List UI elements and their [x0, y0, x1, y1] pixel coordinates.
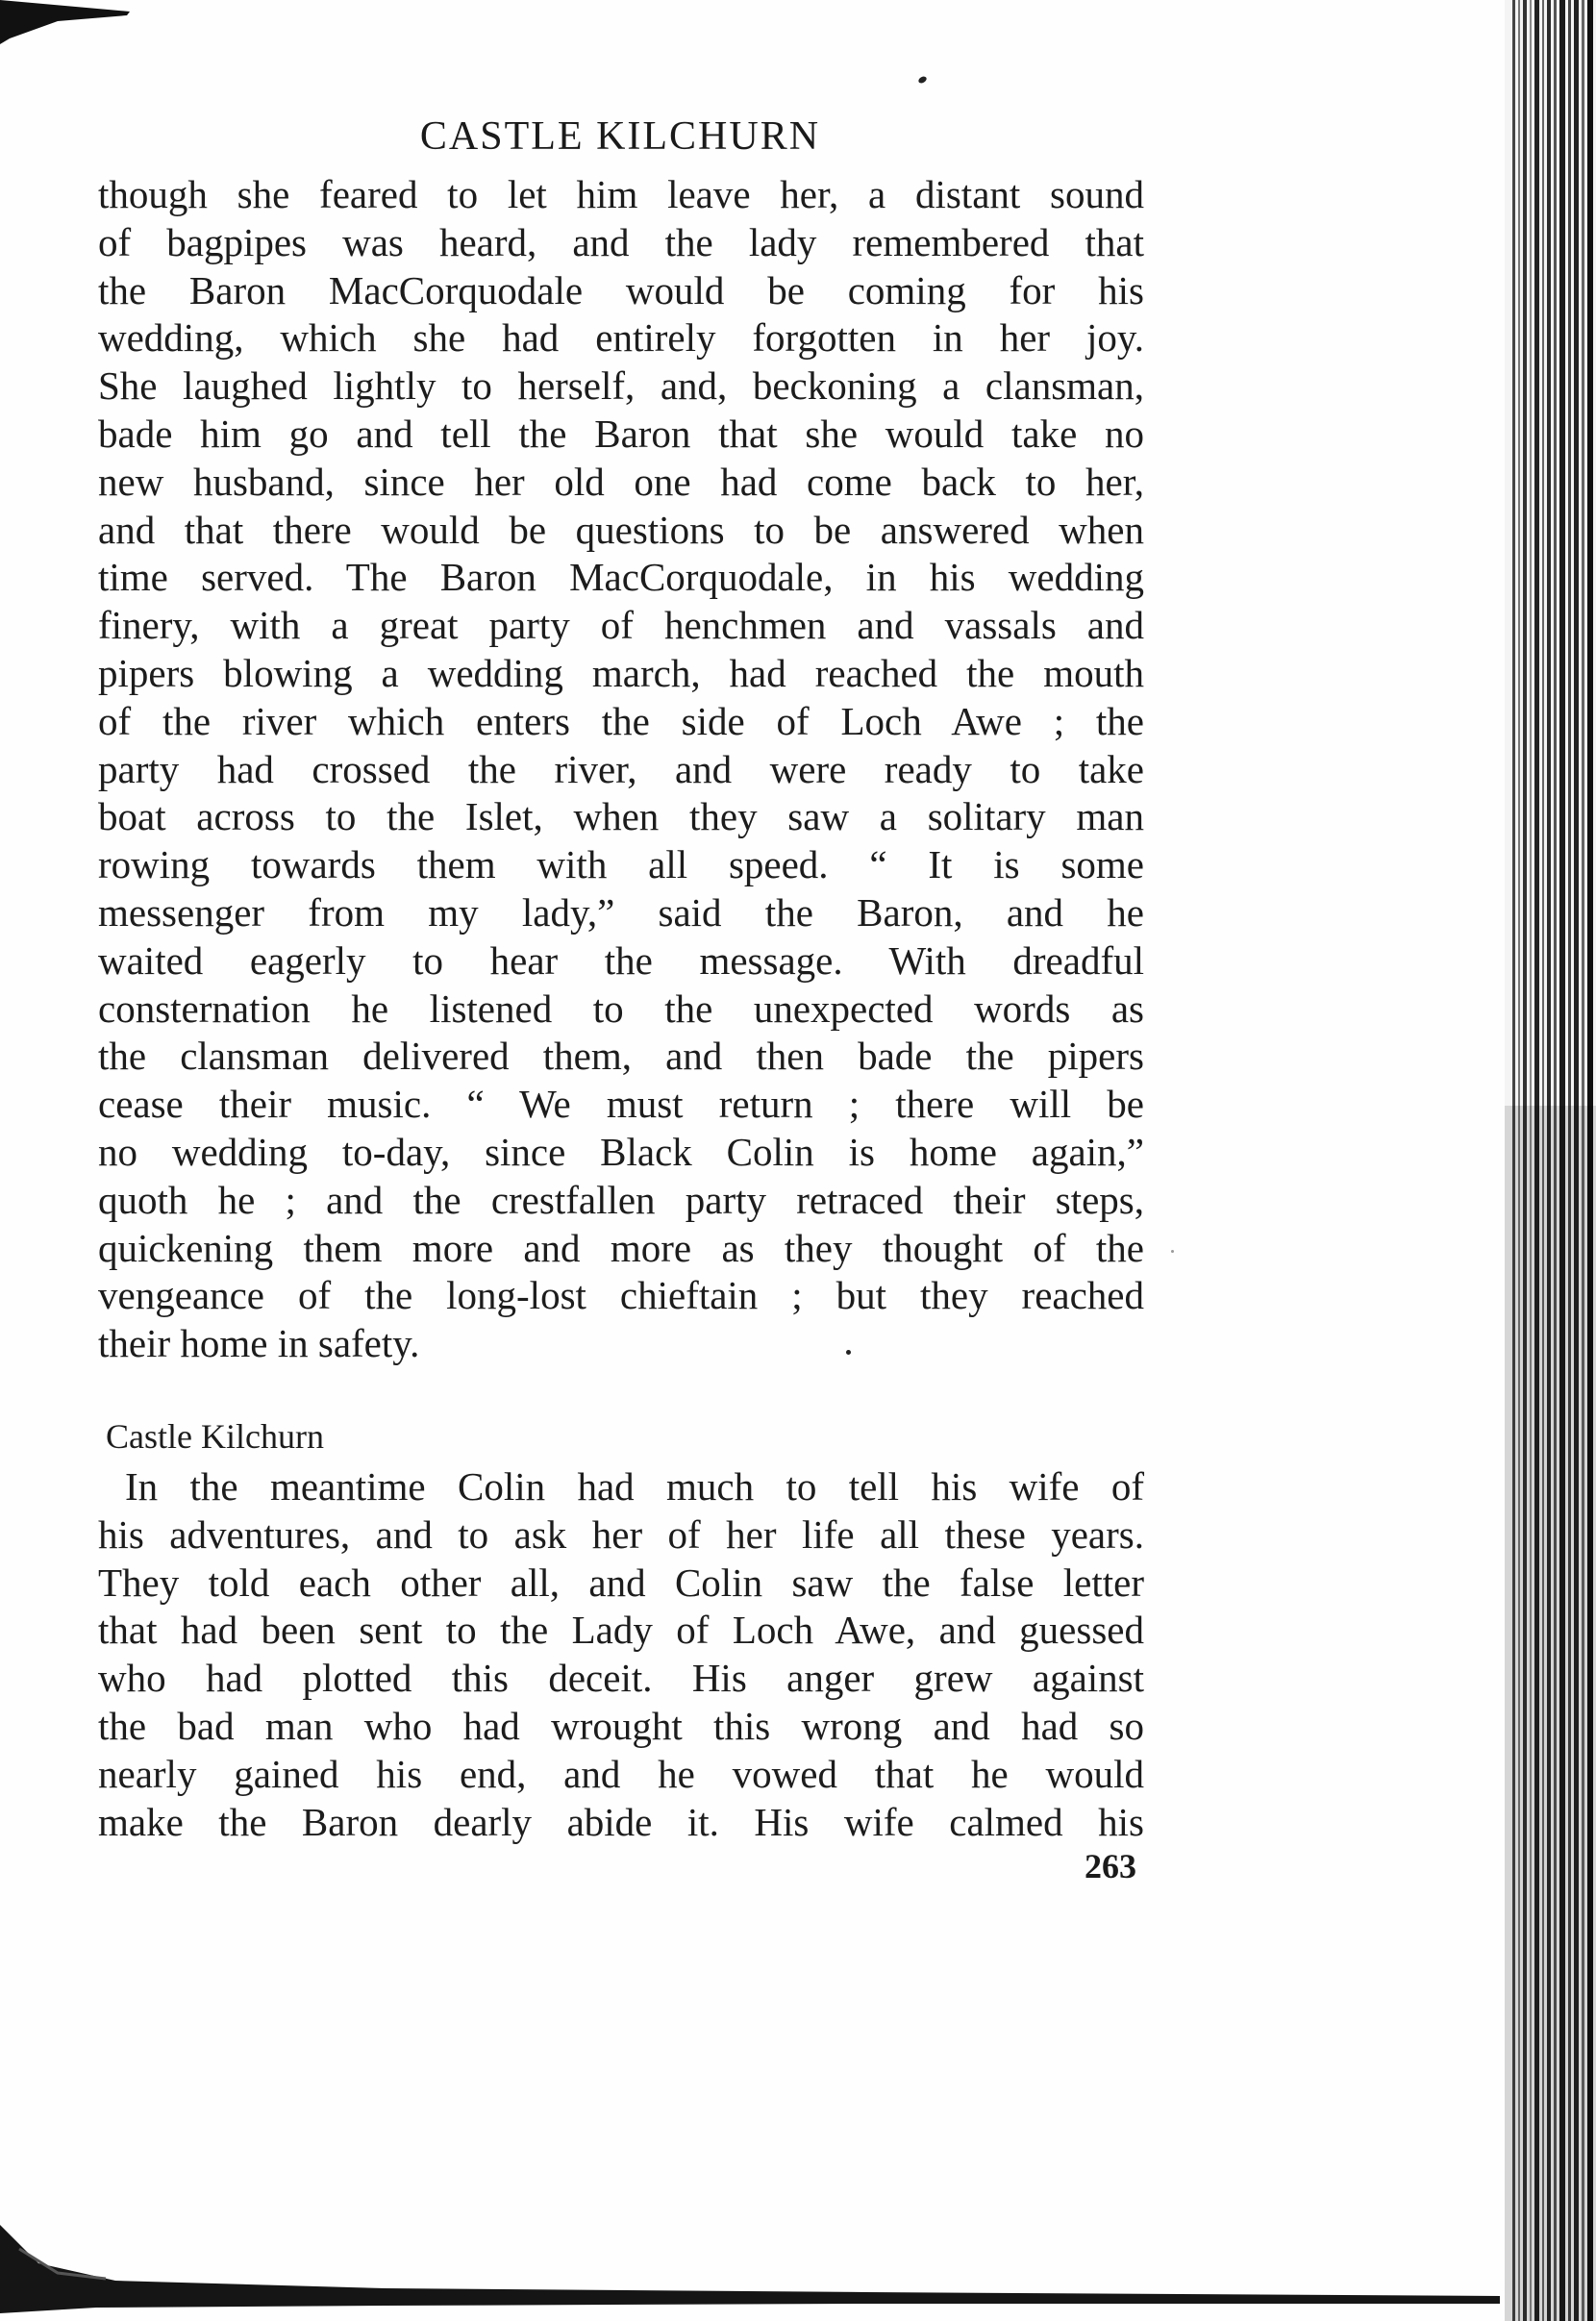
text-line: and that there would be questions to be answered when	[98, 507, 1144, 552]
text-line: make the Baron dearly abide it. His wife calmed his	[98, 1799, 1144, 1844]
text-line: time served. The Baron MacCorquodale, in his wedding	[98, 555, 1144, 600]
text-line: their home in safety.	[98, 1321, 420, 1366]
text-line: bade him go and tell the Baron that she would take no	[98, 411, 1144, 456]
text-line: boat across to the Islet, when they saw a solitary man	[98, 794, 1144, 839]
ink-speck	[917, 75, 928, 85]
text-line: finery, with a great party of henchmen and vassals and	[98, 603, 1144, 648]
text-line: quickening them more and more as they thought of the	[98, 1225, 1144, 1270]
text-line: no wedding to-day, since Black Colin is home again,”	[98, 1129, 1144, 1174]
binding-gutter	[1505, 0, 1596, 2321]
text-line: the bad man who had wrought this wrong and had so	[98, 1703, 1144, 1748]
text-line: quoth he ; and the crestfallen party retraced their steps,	[98, 1177, 1144, 1222]
text-line: nearly gained his end, and he vowed that he would	[98, 1751, 1144, 1796]
text-line: cease their music. “ We must return ; there will be	[98, 1082, 1144, 1127]
text-line: new husband, since her old one had come back to her,	[98, 459, 1144, 504]
text-line: rowing towards them with all speed. “ It is some	[98, 842, 1144, 887]
text-line: though she feared to let him leave her, a distant sound	[98, 172, 1144, 216]
text-line: waited eagerly to hear the message. With dreadful	[98, 937, 1144, 983]
text-line: They told each other all, and Colin saw the false letter	[98, 1560, 1144, 1605]
paragraph-1	[98, 171, 1144, 1368]
scan-corner-mark-top	[0, 0, 135, 58]
text-line: consternation he listened to the unexpected words as	[98, 986, 1144, 1031]
text-line: wedding, which she had entirely forgotten in her joy.	[98, 315, 1144, 361]
paragraph-2	[98, 1463, 1144, 1846]
text-line: messenger from my lady,” said the Baron, and he	[98, 889, 1144, 935]
ink-speck	[846, 1350, 851, 1355]
text-line: vengeance of the long-lost chieftain ; but they reached	[98, 1273, 1144, 1318]
text-line: pipers blowing a wedding march, had reached the mouth	[98, 650, 1144, 695]
text-line: party had crossed the river, and were ready to take	[98, 746, 1144, 791]
ink-speck	[1171, 1250, 1174, 1253]
text-line: of the river which enters the side of Loch Awe ; the	[98, 698, 1144, 743]
marginal-heading: Castle Kilchurn	[106, 1417, 324, 1456]
text-line: the clansman delivered them, and then bade the pipers	[98, 1034, 1144, 1079]
scan-corner-mark-bottom	[0, 2196, 1596, 2321]
text-line: that had been sent to the Lady of Loch Awe, and guessed	[98, 1608, 1144, 1653]
text-line: his adventures, and to ask her of her life all these years.	[98, 1511, 1144, 1557]
text-line: In the meantime Colin had much to tell his wife of	[125, 1464, 1144, 1509]
page-number: 263	[1085, 1847, 1136, 1885]
text-line: the Baron MacCorquodale would be coming for his	[98, 267, 1144, 312]
text-line: of bagpipes was heard, and the lady remembered that	[98, 219, 1144, 264]
text-line: who had plotted this deceit. His anger grew against	[98, 1656, 1144, 1701]
running-head: CASTLE KILCHURN	[419, 114, 821, 159]
text-line: She laughed lightly to herself, and, beckoning a clansman,	[98, 363, 1144, 409]
